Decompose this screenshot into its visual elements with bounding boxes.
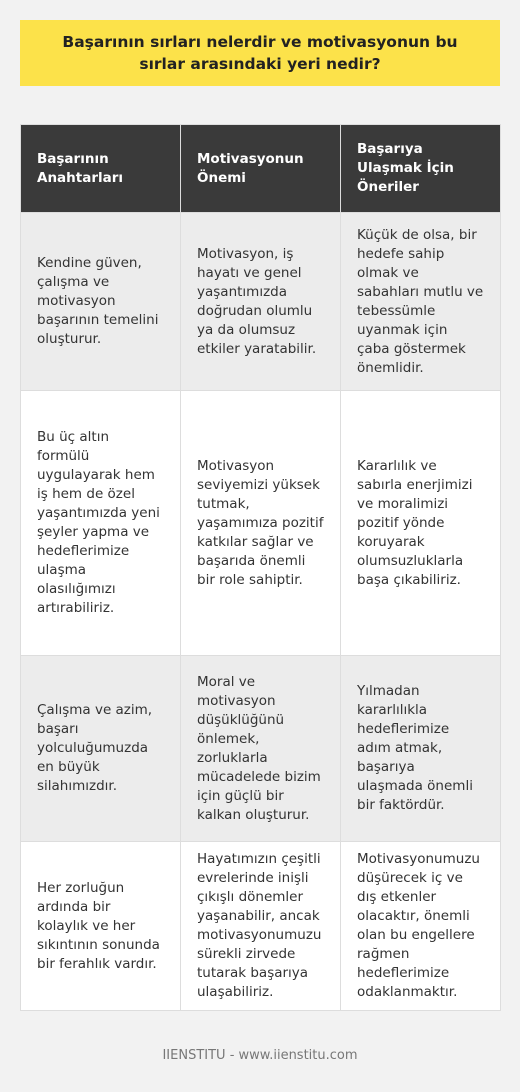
table-cell: Küçük de olsa, bir hedefe sahip olmak ve sabahları mutlu ve tebessümle uyanmak için çaba göstermek önemlidir. [341,213,501,391]
table-cell: Hayatımızın çeşitli evrelerinde inişli çıkışlı dönemler yaşanabilir, ancak motivasyonumuzu sürekli zirvede tutarak başarıya ulaşabiliriz. [181,842,341,1011]
table-header-row [21,125,501,213]
table-cell: Motivasyon, iş hayatı ve genel yaşantımızda doğrudan olumlu ya da olumsuz etkiler yaratabilir. [181,213,341,391]
comparison-table [20,124,501,1011]
table-cell: Her zorluğun ardında bir kolaylık ve her sıkıntının sonunda bir ferahlık vardır. [21,842,181,1011]
title-banner [20,20,500,86]
table-cell: Moral ve motivasyon düşüklüğünü önlemek, zorluklarla mücadelede bizim için güçlü bir kalkan oluşturur. [181,656,341,842]
column-header-motivation: Motivasyonun Önemi [181,125,341,213]
table-row [21,213,501,391]
table-cell: Motivasyonumuzu düşürecek iç ve dış etkenler olacaktır, önemli olan bu engellere rağmen hedeflerimize odaklanmaktır. [341,842,501,1011]
table-row [21,842,501,1011]
page-title: Başarının sırları nelerdir ve motivasyonun bu sırlar arasındaki yeri nedir? [62,33,458,73]
column-header-suggestions: Başarıya Ulaşmak İçin Öneriler [341,125,501,213]
table-cell: Motivasyon seviyemizi yüksek tutmak, yaşamımıza pozitif katkılar sağlar ve başarıda önemli bir role sahiptir. [181,391,341,656]
table-cell: Kararlılık ve sabırla enerjimizi ve moralimizi pozitif yönde koruyarak olumsuzluklarla başa çıkabiliriz. [341,391,501,656]
table-cell: Kendine güven, çalışma ve motivasyon başarının temelini oluşturur. [21,213,181,391]
table-cell: Yılmadan kararlılıkla hedeflerimize adım atmak, başarıya ulaşmada önemli bir faktördür. [341,656,501,842]
table-cell: Çalışma ve azim, başarı yolculuğumuzda en büyük silahımızdır. [21,656,181,842]
column-header-keys: Başarının Anahtarları [21,125,181,213]
footer-credit: IIENSTITU - www.iienstitu.com [162,1048,358,1063]
table-cell: Bu üç altın formülü uygulayarak hem iş hem de özel yaşantımızda yeni şeyler yapma ve hedeflerimize ulaşma olasılığımızı artırabiliriz. [21,391,181,656]
table-row [21,656,501,842]
table-row [21,391,501,656]
